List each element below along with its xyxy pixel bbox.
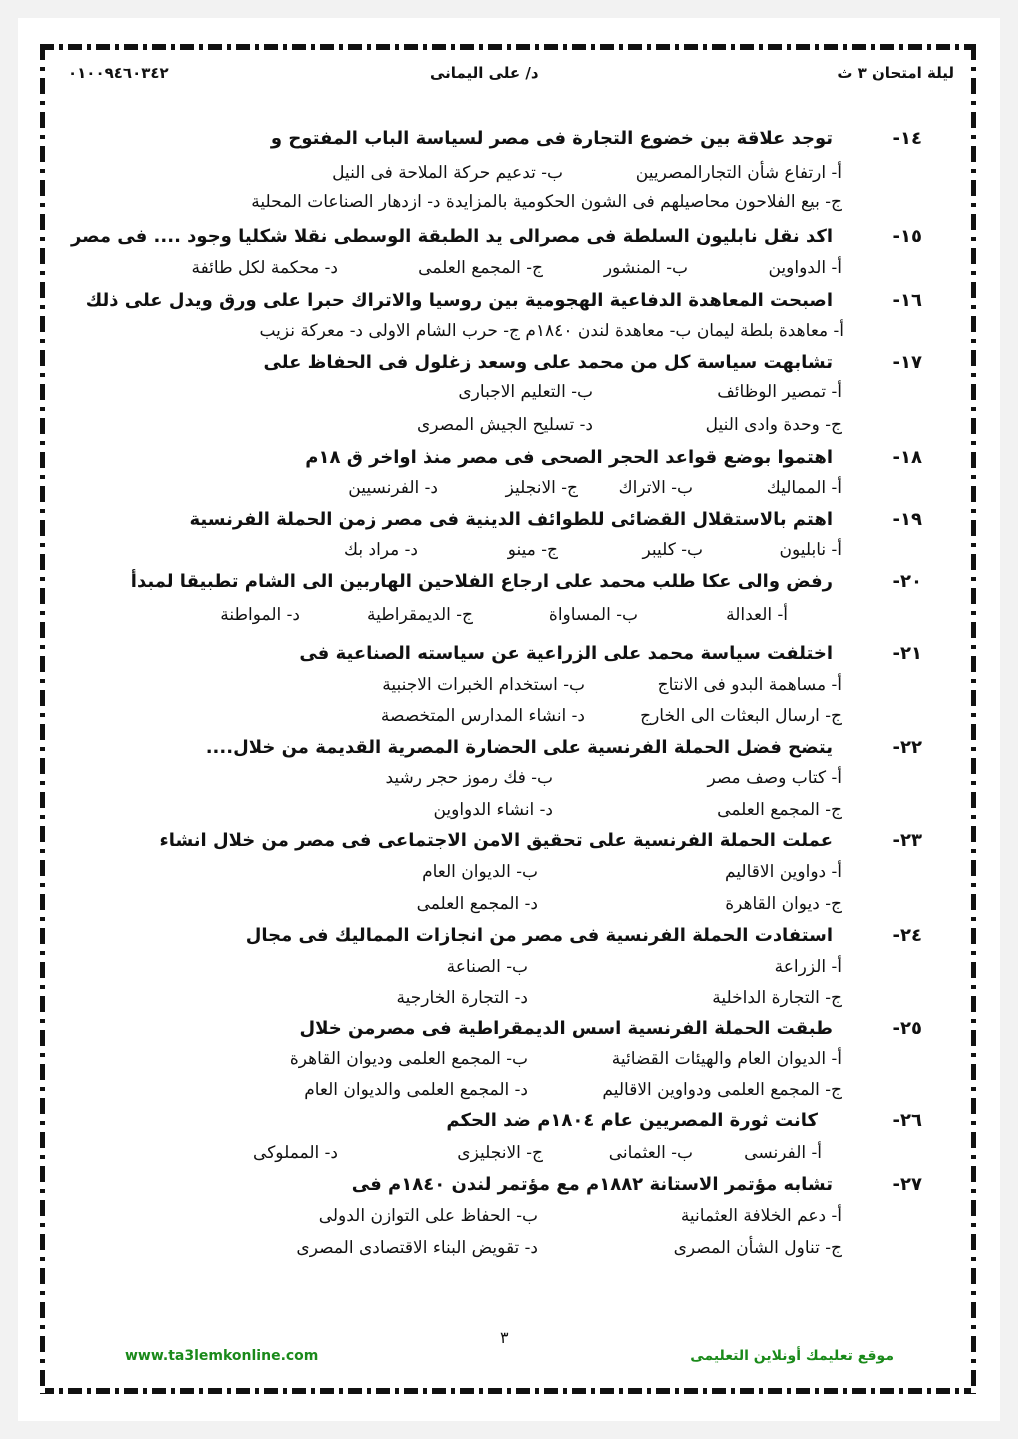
- option-d: د- المواطنة: [220, 605, 300, 625]
- question-number: -١٦: [892, 290, 922, 311]
- question-number: -١٥: [892, 226, 922, 247]
- option-b: ب- الحفاظ على التوازن الدولى: [318, 1206, 538, 1226]
- option-d: د- المجمع العلمى: [416, 894, 538, 914]
- question-number: -١٧: [892, 352, 922, 373]
- option-b: ب- المساواة: [548, 605, 638, 625]
- option-b: ب- الصناعة: [446, 957, 528, 977]
- option-b: ب- العثمانى: [608, 1143, 693, 1163]
- option-d: د- انشاء المدارس المتخصصة: [380, 706, 585, 726]
- option-a: أ- المماليك: [766, 478, 842, 498]
- option-c: ج- تناول الشأن المصرى: [673, 1238, 842, 1258]
- header-author: د/ على اليمانى: [430, 64, 539, 82]
- option-c-d: ج- بيع الفلاحون محاصيلهم فى الشون الحكومية بالمزايدة د- ازدهار الصناعات المحلية: [251, 192, 842, 212]
- option-a: أ- دواوين الاقاليم: [724, 862, 842, 882]
- question-number: -٢١: [892, 643, 922, 664]
- question-number: -١٨: [892, 447, 922, 468]
- option-d: د- تسليح الجيش المصرى: [417, 415, 593, 435]
- question-text: استفادت الحملة الفرنسية فى مصر من انجازات المماليك فى مجال: [245, 925, 833, 946]
- option-c: ج- ديوان القاهرة: [725, 894, 842, 914]
- footer-site-name: موقع تعليمك أونلاين التعليمى: [690, 1348, 894, 1364]
- option-a: أ- العدالة: [726, 605, 788, 625]
- option-a: أ- الفرنسى: [744, 1143, 822, 1163]
- option-b: ب- الاتراك: [618, 478, 693, 498]
- option-a: أ- تمصير الوظائف: [717, 382, 842, 402]
- question-number: -٢٤: [892, 925, 922, 946]
- question-text: كانت ثورة المصريين عام ١٨٠٤م ضد الحكم: [446, 1110, 818, 1131]
- option-b: ب- الديوان العام: [422, 862, 538, 882]
- option-c: ج- الانجليز: [505, 478, 578, 498]
- option-c: ج- المجمع العلمى: [418, 258, 543, 278]
- question-number: -٢٠: [892, 571, 922, 592]
- option-c: ج- المجمع العلمى: [717, 800, 842, 820]
- option-d: د- التجارة الخارجية: [396, 988, 528, 1008]
- option-d: د- المملوكى: [253, 1143, 338, 1163]
- question-text: اهتم بالاستقلال القضائى للطوائف الدينية فى مصر زمن الحملة الفرنسية: [189, 509, 833, 530]
- question-text: اهتموا بوضع قواعد الحجر الصحى فى مصر منذ اواخر ق ١٨م: [305, 447, 833, 468]
- question-text: توجد علاقة بين خضوع التجارة فى مصر لسياسة الباب المفتوح و: [270, 128, 833, 149]
- option-c: ج- ارسال البعثات الى الخارج: [640, 706, 842, 726]
- option-b: ب- المجمع العلمى وديوان القاهرة: [289, 1049, 528, 1069]
- option-d: د- مراد بك: [344, 540, 418, 560]
- question-text: تشابه مؤتمر الاستانة ١٨٨٢م مع مؤتمر لندن ١٨٤٠م فى: [351, 1174, 833, 1195]
- question-text: اختلفت سياسة محمد على الزراعية عن سياسته الصناعية فى: [299, 643, 833, 664]
- option-a: أ- الزراعة: [774, 957, 842, 977]
- question-text: طبقت الحملة الفرنسية اسس الديمقراطية فى مصرمن خلال: [299, 1018, 833, 1039]
- option-b: ب- المنشور: [603, 258, 688, 278]
- option-a: أ- كتاب وصف مصر: [707, 768, 842, 788]
- option-a: أ- الدواوين: [768, 258, 842, 278]
- option-c: ج- المجمع العلمى ودواوين الاقاليم: [602, 1080, 842, 1100]
- option-b: ب- تدعيم حركة الملاحة فى النيل: [332, 163, 563, 183]
- option-c: ج- التجارة الداخلية: [712, 988, 842, 1008]
- question-text: اكد نقل نابليون السلطة فى مصرالى يد الطبقة الوسطى نقلا شكليا وجود .... فى مصر: [70, 226, 833, 247]
- question-text: رفض والى عكا طلب محمد على ارجاع الفلاحين الهاربين الى الشام تطبيقا لمبدأ: [130, 571, 833, 592]
- question-number: -٢٢: [892, 737, 922, 758]
- option-d: د- محكمة لكل طائفة: [191, 258, 338, 278]
- question-text: اصبحت المعاهدة الدفاعية الهجومية بين روسيا والاتراك حبرا على ورق ويدل على ذلك: [85, 290, 833, 311]
- question-number: -١٩: [892, 509, 922, 530]
- question-text: تشابهت سياسة كل من محمد على وسعد زغلول فى الحفاظ على: [263, 352, 833, 373]
- option-a: أ- مساهمة البدو فى الانتاج: [657, 675, 842, 695]
- option-d: د- تقويض البناء الاقتصادى المصرى: [296, 1238, 538, 1258]
- border-bottom: [40, 1388, 976, 1394]
- page-number: ٣: [500, 1328, 509, 1347]
- question-number: -٢٣: [892, 830, 922, 851]
- footer-website-link[interactable]: www.ta3lemkonline.com: [125, 1348, 319, 1364]
- question-number: -٢٦: [892, 1110, 922, 1131]
- question-text: يتضح فضل الحملة الفرنسية على الحضارة المصرية القديمة من خلال....: [205, 737, 833, 758]
- option-a: أ- نابليون: [779, 540, 842, 560]
- option-a: أ- دعم الخلافة العثمانية: [680, 1206, 842, 1226]
- option-b: ب- التعليم الاجبارى: [458, 382, 593, 402]
- option-c: ج- الديمقراطية: [367, 605, 473, 625]
- border-right: [971, 44, 976, 1394]
- option-b: ب- كليبر: [642, 540, 703, 560]
- option-a: أ- الديوان العام والهيئات القضائية: [611, 1049, 842, 1069]
- option-d: د- انشاء الدواوين: [433, 800, 553, 820]
- option-c: ج- وحدة وادى النيل: [705, 415, 842, 435]
- option-b: ب- فك رموز حجر رشيد: [385, 768, 553, 788]
- border-top: [40, 44, 976, 50]
- header-title: ليلة امتحان ٣ ث: [837, 64, 954, 82]
- option-c: ج- الانجليزى: [457, 1143, 543, 1163]
- question-text: عملت الحملة الفرنسية على تحقيق الامن الاجتماعى فى مصر من خلال انشاء: [159, 830, 833, 851]
- option-d: د- الفرنسيين: [348, 478, 438, 498]
- option-b: ب- استخدام الخبرات الاجنبية: [382, 675, 585, 695]
- question-number: -١٤: [892, 128, 922, 149]
- question-number: -٢٧: [892, 1174, 922, 1195]
- option-a-d: أ- معاهدة بلطة ليمان ب- معاهدة لندن ١٨٤٠م ج- حرب الشام الاولى د- معركة نزيب: [259, 321, 844, 341]
- option-c: ج- مينو: [507, 540, 558, 560]
- option-a: أ- ارتفاع شأن التجارالمصريين: [635, 163, 842, 183]
- option-d: د- المجمع العلمى والديوان العام: [304, 1080, 528, 1100]
- header-phone: ٠١٠٠٩٤٦٠٣٤٢: [68, 64, 169, 82]
- question-number: -٢٥: [892, 1018, 922, 1039]
- border-left: [40, 44, 45, 1394]
